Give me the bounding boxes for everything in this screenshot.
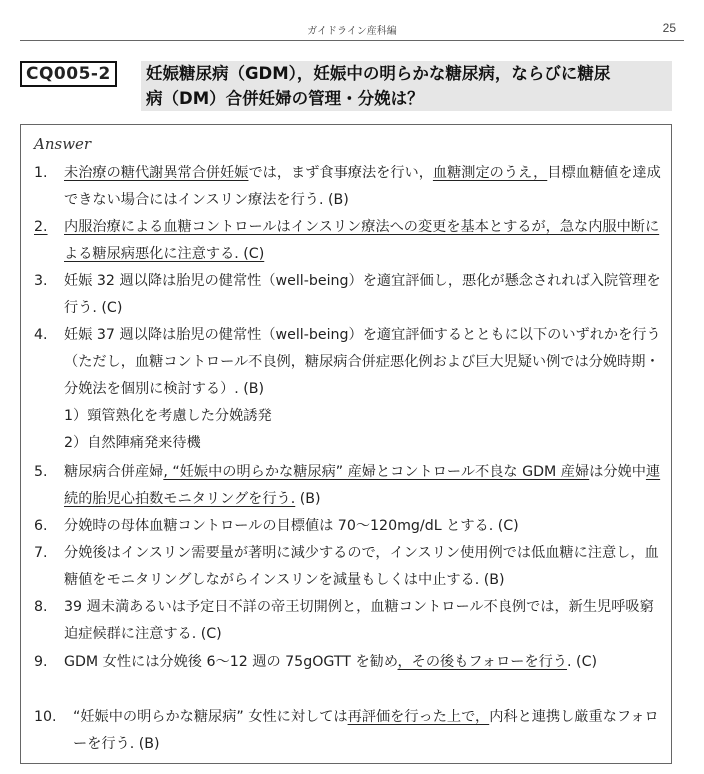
sub-item-2 xyxy=(64,430,201,457)
sub-item-number: 1） xyxy=(64,408,88,424)
item-text: 分娩後はインスリン需要量が著明に減少するので，インスリン使用例では低血糖に注意し，血糖値をモニタリングしながらインスリンを減量もしくは中止する. (B) xyxy=(64,545,659,588)
answer-item-5 xyxy=(34,459,661,513)
item-number: 6. xyxy=(34,518,48,534)
answer-item-6 xyxy=(34,513,661,540)
item-text-underlined: 連続的胎児心拍数モニタリングを行う. xyxy=(64,464,661,507)
item-text: “妊娠中の明らかな糖尿病” 女性に対しては xyxy=(73,709,348,725)
item-number: 8. xyxy=(34,599,48,615)
item-number: 3. xyxy=(34,273,48,289)
running-title: ガイドライン産科編 xyxy=(307,26,397,37)
item-text: 分娩時の母体血糖コントロールの目標値は 70〜120mg/dL とする. (C) xyxy=(64,518,519,534)
answer-heading: Answer xyxy=(34,135,92,153)
item-text: では，まず食事療法を行い， xyxy=(248,165,433,181)
item-text-underlined: 血糖測定のうえ， xyxy=(432,165,548,181)
clinical-question-heading xyxy=(20,61,672,111)
item-number: 2. xyxy=(34,219,48,235)
cq-title-line1: 妊娠糖尿病（GDM），妊娠中の明らかな糖尿病，ならびに糖尿 xyxy=(146,64,611,83)
answer-item-9 xyxy=(34,649,661,676)
item-text: 39 週未満あるいは予定日不詳の帝王切開例と，血糖コントロール不良例では，新生児呼吸窮迫症候群に注意する. (C) xyxy=(64,599,654,642)
item-text: 内科と連携し厳重なフォローを行う. (B) xyxy=(73,709,659,752)
item-text-underlined: 内服治療による血糖コントロールはインスリン療法への変更を基本とするが，急な内服中断による糖尿病悪化に注意する. (C) xyxy=(64,219,660,262)
item-number: 10. xyxy=(34,709,57,725)
item-text: (B) xyxy=(295,491,321,507)
page-header xyxy=(20,0,684,44)
answer-item-2 xyxy=(34,214,661,268)
answer-item-10 xyxy=(34,704,661,758)
item-text-underlined: ，その後もフォローを行う xyxy=(397,654,568,670)
answer-item-3 xyxy=(34,268,661,322)
header-rule xyxy=(20,40,684,41)
item-text: 糖尿病合併産婦 xyxy=(64,464,164,480)
sub-item-text: 頸管熟化を考慮した分娩誘発 xyxy=(87,408,272,424)
answer-item-7 xyxy=(34,540,661,594)
item-text-underlined: , “妊娠中の明らかな糖尿病” 産婦とコントロール不良な GDM 産婦 xyxy=(163,464,590,480)
item-text: 目標血糖値を達成できない場合にはインスリン療法を行う. (B) xyxy=(64,165,661,208)
item-number: 9. xyxy=(34,654,48,670)
sub-item-1 xyxy=(64,403,272,430)
sub-item-text: 自然陣痛発来待機 xyxy=(87,435,201,451)
item-text-underlined: 未治療の糖代謝異常合併妊娠 xyxy=(64,165,249,181)
page-number: 25 xyxy=(662,21,676,35)
item-text: . (C) xyxy=(567,654,598,670)
cq-title xyxy=(146,61,666,111)
item-text-underlined: 再評価を行った上で， xyxy=(347,709,490,725)
item-number: 5. xyxy=(34,464,48,480)
item-text: GDM 女性には分娩後 6〜12 週の 75gOGTT を勧め xyxy=(64,654,398,670)
item-text: 妊娠 32 週以降は胎児の健常性（well-being）を適宜評価し，悪化が懸念されれば入院管理を行う. (C) xyxy=(64,273,661,316)
sub-item-number: 2） xyxy=(64,435,88,451)
answer-item-1 xyxy=(34,160,661,214)
item-number: 4. xyxy=(34,327,48,343)
answer-item-8 xyxy=(34,594,661,648)
item-text: 妊娠 37 週以降は胎児の健常性（well-being）を適宜評価するとともに以下のいずれかを行う（ただし，血糖コントロール不良例，糖尿病合併症悪化例および巨大児疑い例では分娩時期・分娩法を個別に検討する）. (B) xyxy=(64,327,661,397)
answer-box xyxy=(20,124,672,764)
cq-title-line2: 病（DM）合併妊婦の管理・分娩は？ xyxy=(146,89,424,108)
item-number: 7. xyxy=(34,545,48,561)
item-number: 1. xyxy=(34,165,48,181)
item-text: は分娩中 xyxy=(589,464,646,480)
answer-item-4 xyxy=(34,322,661,403)
cq-id: CQ005-2 xyxy=(20,61,117,87)
